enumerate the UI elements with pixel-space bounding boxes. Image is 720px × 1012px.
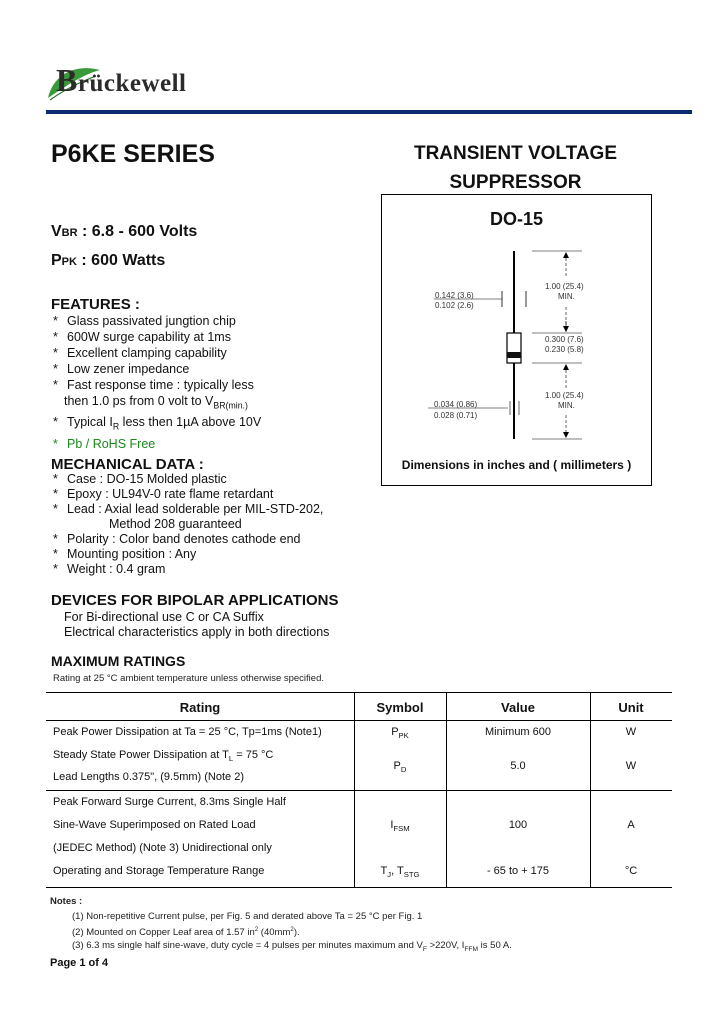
dim-lead-dia-min: 0.028 (0.71) <box>434 411 478 420</box>
mechanical-heading: MECHANICAL DATA : <box>51 456 204 473</box>
do15-outline-diagram <box>382 195 651 485</box>
ppk-spec: PPK : 600 Watts <box>51 252 166 269</box>
list-item: * Low zener impedance <box>53 362 190 376</box>
bipolar-heading: DEVICES FOR BIPOLAR APPLICATIONS <box>51 592 339 609</box>
list-item: * Weight : 0.4 gram <box>53 562 166 576</box>
dim-lead-length-top: 1.00 (25.4) <box>545 282 584 291</box>
table-cell-unit: W <box>625 726 637 738</box>
ratings-table <box>46 692 672 888</box>
note-2: (2) Mounted on Copper Leaf area of 1.57 $in^2$ $(40mm^2)$. <box>72 926 300 939</box>
mechanical-list <box>53 472 373 577</box>
table-cell-value: Minimum 600 <box>484 726 552 738</box>
list-item: * Glass passivated jungtion chip <box>53 314 236 328</box>
brand-logo <box>44 60 224 104</box>
table-row: Steady State Power Dissipation at $T_L = 75$ °C <box>53 749 274 764</box>
vbr-spec: VBR : 6.8 - 600 Volts <box>51 223 198 240</box>
header-value: Value <box>501 700 535 715</box>
brand-name: rückewell <box>77 70 187 97</box>
table-row-cont: Sine-Wave Superimposed on Rated Load <box>53 819 256 831</box>
table-cell-symbol: $P_D$ <box>393 760 407 775</box>
dim-lead-length-bot: 1.00 (25.4) <box>545 391 584 400</box>
list-item: * Polarity : Color band denotes cathode end <box>53 532 301 546</box>
list-item: * Excellent clamping capability <box>53 346 227 360</box>
list-item: * Mounting position : Any <box>53 547 197 561</box>
ratings-subtitle: Rating at 25 °C ambient temperature unless otherwise specified. <box>53 673 324 684</box>
dim-lead-dia-max: 0.034 (0.86) <box>434 400 478 409</box>
dim-body-dia-min: 0.102 (2.6) <box>435 301 474 310</box>
list-item: * Case : DO-15 Molded plastic <box>53 472 227 486</box>
list-item: * Fast response time : typically less <box>53 378 254 392</box>
features-list <box>53 313 373 452</box>
brand-initial: B <box>56 62 78 98</box>
table-row: Peak Power Dissipation at Ta = 25 °C, Tp=1ms (Note1) <box>53 726 322 738</box>
table-cell-value: - 65 to + 175 <box>486 865 550 877</box>
table-cell-symbol: $P_{PK}$ <box>391 726 409 741</box>
list-item: * Lead : Axial lead solderable per MIL-STD-202, <box>53 502 324 516</box>
note-1: (1) Non-repetitive Current pulse, per Fig. 5 and derated above Ta = 25 °C per Fig. 1 <box>72 911 423 922</box>
bipolar-line2: Electrical characteristics apply in both directions <box>64 625 330 639</box>
package-caption: Dimensions in inches and ( millimeters ) <box>401 458 632 472</box>
table-row: Peak Forward Surge Current, 8.3ms Single Half <box>53 796 286 808</box>
list-item: * Epoxy : UL94V-0 rate flame retardant <box>53 487 274 501</box>
list-item-continued: Method 208 guaranteed <box>109 517 242 531</box>
table-cell-value: 100 <box>508 819 528 831</box>
ratings-heading: MAXIMUM RATINGS <box>51 653 186 669</box>
features-heading: FEATURES : <box>51 296 140 313</box>
dim-body-len-max: 0.300 (7.6) <box>545 335 584 344</box>
series-title: P6KE SERIES <box>51 140 215 168</box>
header-rule <box>46 110 692 114</box>
product-title-line2: SUPPRESSOR <box>449 172 582 193</box>
note-3: (3) 6.3 ms single half sine-wave, duty cycle = 4 pulses per minutes maximum and $V_F >220V$, $I_{FFM}$ is 50 A. <box>72 940 512 953</box>
list-item-rohs: * Pb / RoHS Free <box>53 437 156 451</box>
header-rating: Rating <box>179 700 221 715</box>
table-cell-value: 5.0 <box>510 760 526 772</box>
table-row: Operating and Storage Temperature Range <box>53 865 265 877</box>
table-cell-symbol: $T_J$, $T_{STG}$ <box>380 865 420 880</box>
dim-body-len-min: 0.230 (5.8) <box>545 345 584 354</box>
list-item: * Typical $I_R$ less then 1µA above 10V <box>53 414 262 431</box>
dim-min-top: MIN. <box>558 292 575 301</box>
table-cell-unit: A <box>627 819 635 831</box>
page-number: Page 1 of 4 <box>50 957 109 969</box>
bipolar-line1: For Bi-directional use C or CA Suffix <box>64 610 264 624</box>
list-item: * 600W surge capability at 1ms <box>53 330 231 344</box>
header-symbol: Symbol <box>376 700 424 715</box>
product-title-line1: TRANSIENT VOLTAGE <box>413 143 618 164</box>
dim-body-dia-max: 0.142 (3.6) <box>435 291 474 300</box>
table-row-cont: Lead Lengths 0.375", (9.5mm) (Note 2) <box>53 771 245 783</box>
table-cell-unit: W <box>625 760 637 772</box>
package-diagram-box <box>381 194 652 486</box>
list-item-continued: then 1.0 ps from 0 volt to $V_{BR(min.)}$ <box>64 394 248 411</box>
table-cell-unit: °C <box>624 865 638 877</box>
table-cell-symbol: $I_{FSM}$ <box>390 819 410 834</box>
table-row-cont: (JEDEC Method) (Note 3) Unidirectional only <box>53 842 272 854</box>
header-unit: Unit <box>618 700 644 715</box>
dim-min-bot: MIN. <box>558 401 575 410</box>
package-title: DO-15 <box>489 209 543 229</box>
notes-title: Notes : <box>50 896 83 907</box>
